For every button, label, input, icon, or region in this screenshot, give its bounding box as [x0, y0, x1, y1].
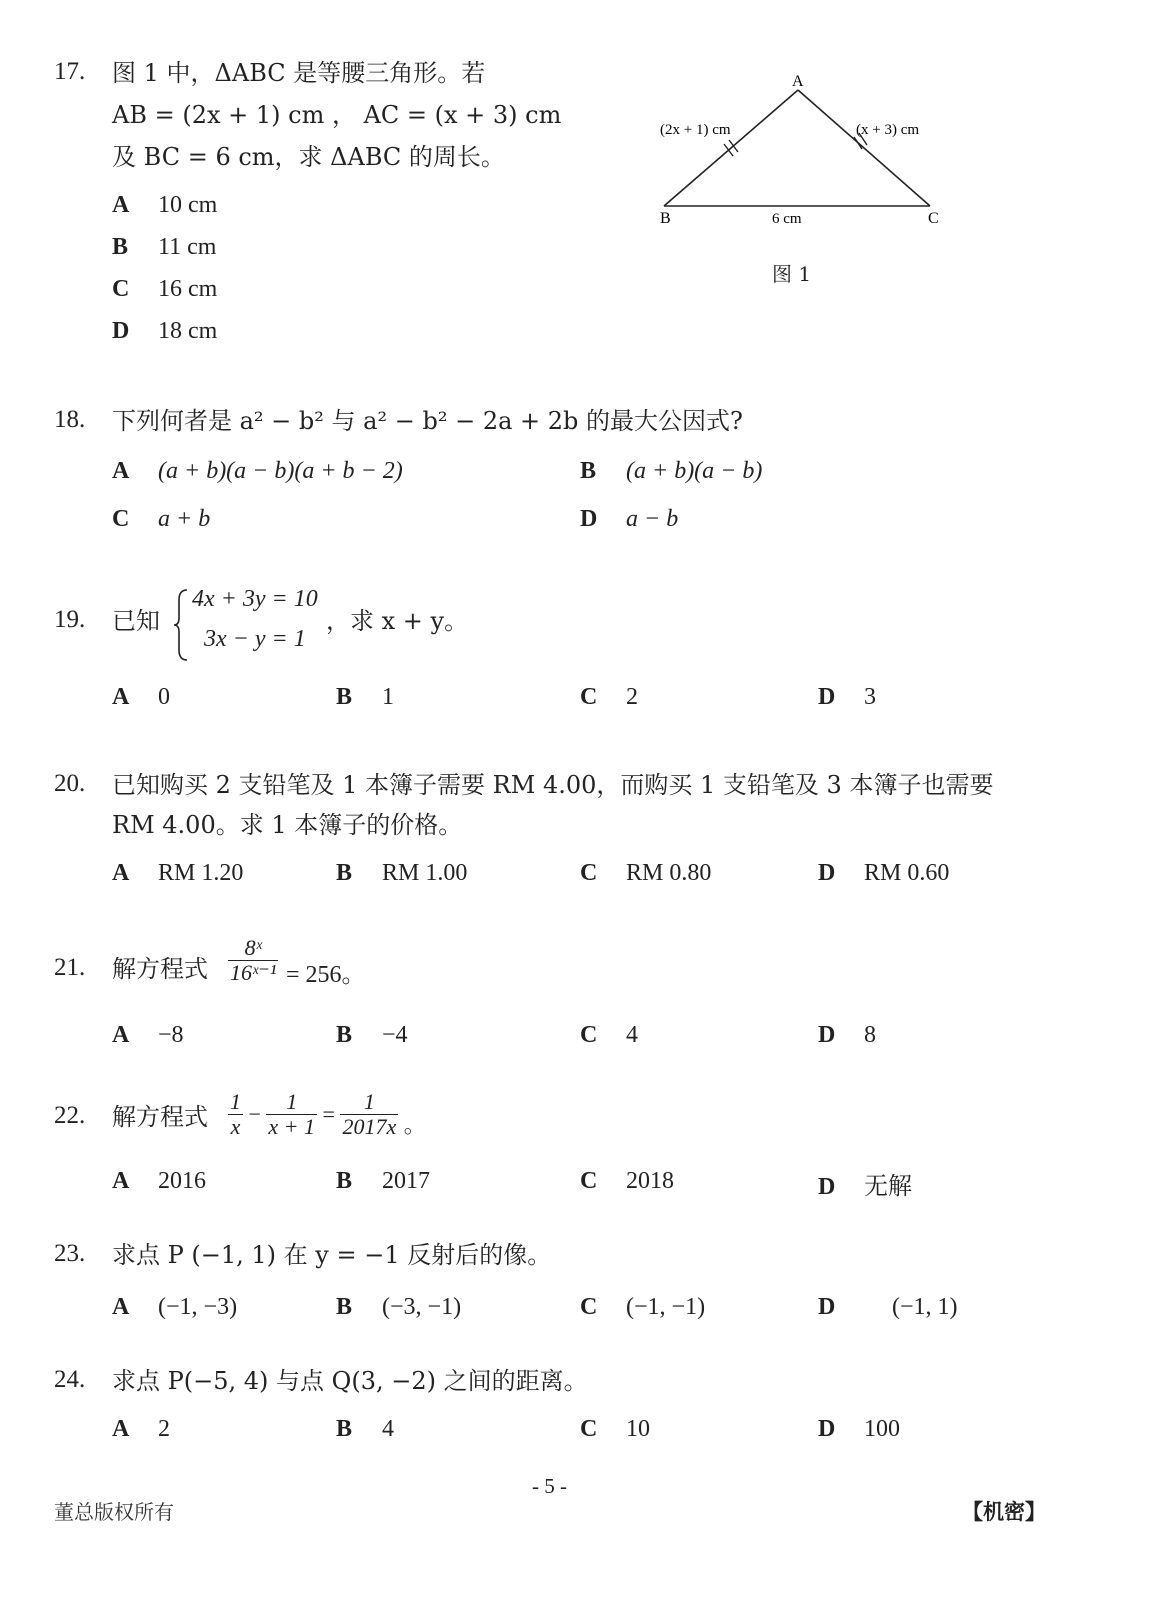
option-a: A (−1, −3): [112, 1294, 238, 1320]
option-c: C 2018: [580, 1168, 674, 1194]
option-b: B −4: [336, 1022, 408, 1048]
option-b: B 11 cm: [112, 234, 217, 260]
option-c: C 16 cm: [112, 276, 218, 302]
option-a: A 2: [112, 1416, 170, 1442]
side-ac: [798, 90, 930, 206]
option-b: B (a + b)(a − b): [580, 458, 763, 484]
copyright-notice: 董总版权所有: [54, 1500, 174, 1524]
question-stem-line: 及 BC = 6 cm，求 ΔABC 的周长。: [112, 143, 505, 171]
question-stem: 求点 P (−1, 1) 在 y = −1 反射后的像。: [112, 1241, 552, 1269]
question-number: 19.: [54, 606, 86, 633]
question-stem-line: RM 4.00。求 1 本簿子的价格。: [112, 811, 463, 839]
question-stem-line: AB = (2x + 1) cm ， AC = (x + 3) cm: [112, 101, 562, 129]
question-number: 20.: [54, 770, 86, 797]
vertex-label-b: B: [660, 210, 671, 227]
side-ab: [664, 90, 798, 206]
question-prefix: 已知: [112, 607, 160, 635]
equation-line: 4x + 3y = 10: [192, 586, 318, 612]
option-c: C 2: [580, 684, 638, 710]
option-d: D 3: [818, 684, 876, 710]
option-b: B RM 1.00: [336, 860, 468, 886]
option-c: C 4: [580, 1022, 638, 1048]
fraction-numerator: 1: [266, 1090, 317, 1115]
fraction-denominator: 16ˣ⁻¹: [230, 960, 277, 986]
option-b: B 2017: [336, 1168, 430, 1194]
equation-line: 3x − y = 1: [204, 626, 306, 652]
question-number: 24.: [54, 1366, 86, 1393]
option-a: A 10 cm: [112, 192, 218, 218]
question-number: 18.: [54, 406, 86, 433]
fraction-numerator: 1: [230, 1089, 241, 1114]
equation-rhs: = 256。: [286, 962, 366, 988]
question-number: 21.: [54, 954, 86, 981]
side-label-bc: 6 cm: [772, 211, 802, 227]
option-b: B (−3, −1): [336, 1294, 462, 1320]
question-stem: 下列何者是 a² − b² 与 a² − b² − 2a + 2b 的最大公因式?: [112, 407, 743, 435]
option-b: B 4: [336, 1416, 394, 1442]
tick-mark: [724, 144, 733, 156]
option-d: D RM 0.60: [818, 860, 950, 886]
question-stem-line: 已知购买 2 支铅笔及 1 本簿子需要 RM 4.00，而购买 1 支铅笔及 3 本簿子也需要: [112, 771, 994, 799]
minus-sign: −: [248, 1101, 261, 1127]
equation: [228, 1090, 426, 1139]
question-number: 23.: [54, 1240, 86, 1267]
fraction-numerator: 8ˣ: [228, 936, 278, 961]
tick-mark: [854, 137, 862, 149]
fraction: [228, 936, 278, 985]
system-brace: [172, 588, 190, 662]
question-suffix: ，求 x + y。: [326, 607, 469, 635]
question-prefix: 解方程式: [112, 955, 208, 983]
option-a: A 2016: [112, 1168, 206, 1194]
question-prefix: 解方程式: [112, 1103, 208, 1131]
full-stop: 。: [403, 1112, 426, 1138]
option-c: C (−1, −1): [580, 1294, 706, 1320]
equals-sign: =: [322, 1101, 335, 1127]
confidential-label: 【机密】: [962, 1499, 1046, 1524]
fraction-denominator: x + 1: [268, 1114, 316, 1140]
option-c: C RM 0.80: [580, 860, 712, 886]
option-c: C 10: [580, 1416, 650, 1442]
figure-caption: 图 1: [772, 262, 812, 286]
option-c: C a + b: [112, 506, 211, 532]
option-d: D 100: [818, 1416, 900, 1442]
option-d: D (−1, 1): [818, 1294, 958, 1320]
vertex-label-a: A: [792, 73, 804, 90]
fraction-denominator: x: [230, 1114, 241, 1140]
tick-mark: [729, 140, 738, 152]
fraction-numerator: 1: [340, 1090, 398, 1115]
option-a: A RM 1.20: [112, 860, 244, 886]
option-d: D 8: [818, 1022, 876, 1048]
question-number: 17.: [54, 58, 86, 85]
option-a: A (a + b)(a − b)(a + b − 2): [112, 458, 403, 484]
question-stem-line: 图 1 中，ΔABC 是等腰三角形。若: [112, 59, 486, 87]
page-number: - 5 -: [532, 1474, 567, 1498]
option-a: A 0: [112, 684, 170, 710]
option-b: B 1: [336, 684, 394, 710]
option-d: D 18 cm: [112, 318, 218, 344]
option-a: A −8: [112, 1022, 184, 1048]
side-label-ac: (x + 3) cm: [856, 122, 920, 138]
option-d: D a − b: [580, 506, 679, 532]
side-label-ab: (2x + 1) cm: [660, 122, 731, 138]
question-stem: 求点 P(−5, 4) 与点 Q(3, −2) 之间的距离。: [112, 1367, 588, 1395]
question-number: 22.: [54, 1102, 86, 1129]
vertex-label-c: C: [928, 210, 939, 227]
fraction-denominator: 2017x: [342, 1114, 397, 1140]
option-d: D 无解: [818, 1172, 912, 1200]
